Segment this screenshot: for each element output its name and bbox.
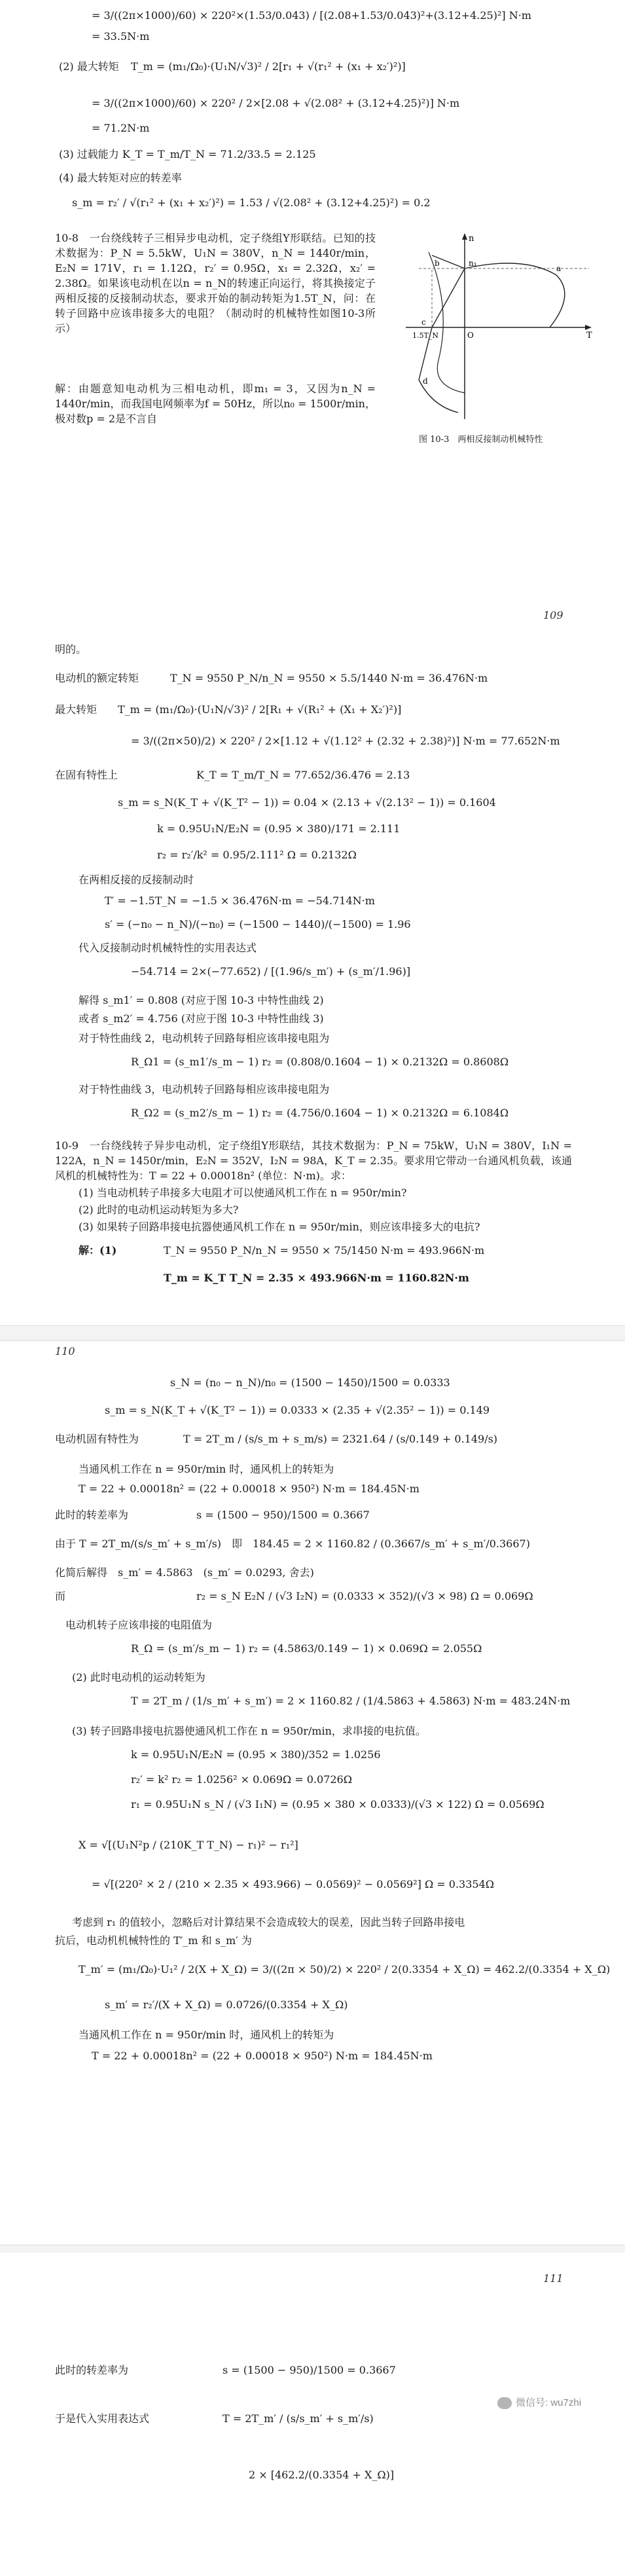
formula-line: 2 × [462.2/(0.3354 + X_Ω)] <box>249 2469 395 2481</box>
fig-label-c: c <box>421 318 426 327</box>
page-4 <box>0 2253 625 2576</box>
fig-label-n1: n₁ <box>469 259 477 268</box>
page-1 <box>0 0 625 606</box>
formula-line: k = 0.95U₁N/E₂N = (0.95 × 380)/352 = 1.0256 <box>131 1748 381 1761</box>
formula-line: T = 2T_m / (1/s_m′ + s_m′) = 2 × 1160.82 / (1/4.5863 + 4.5863) N·m = 483.24N·m <box>131 1695 571 1707</box>
formula-line: = 33.5N·m <box>92 30 150 43</box>
figure-caption: 图 10-3 两相反接制动机械特性 <box>419 435 543 445</box>
formula-line: = 3/((2π×50)/2) × 220² / 2×[1.12 + √(1.12² + (2.32 + 2.38)²)] N·m = 77.652N·m <box>131 735 560 747</box>
text-line: 对于特性曲线 3，电动机转子回路每相应该串接电阻为 <box>79 1083 330 1095</box>
formula-line: R_Ω = (s_m′/s_m − 1) r₂ = (4.5863/0.149 − 1) × 0.069Ω = 2.055Ω <box>131 1642 482 1655</box>
formula-line: s_m′ = r₂′/(X + X_Ω) = 0.0726/(0.3354 + X_Ω) <box>105 1998 348 2011</box>
page-separator <box>0 1325 625 1341</box>
solution-label: 解：(1) <box>79 1244 117 1257</box>
formula-line: s_m = r₂′ / √(r₁² + (x₁ + x₂′)²) = 1.53 / √(2.08² + (3.12+4.25)²) = 0.2 <box>72 196 431 209</box>
formula-line: X = √[(U₁N²p / (210K_T T_N) − r₁)² − r₁²] <box>79 1839 298 1851</box>
text-line: 代入反接制动时机械特性的实用表达式 <box>79 942 257 954</box>
text-line: 解得 s_m1′ = 0.808 (对应于图 10-3 中特性曲线 2) <box>79 994 324 1006</box>
formula-line: s_N = (n₀ − n_N)/n₀ = (1500 − 1450)/1500 = 0.0333 <box>170 1376 450 1389</box>
formula-line: r₁ = 0.95U₁N s_N / (√3 I₁N) = (0.95 × 380 × 0.0333)/(√3 × 122) Ω = 0.0569Ω <box>131 1798 545 1811</box>
text-line: (3) 转子回路串接电抗器使通风机工作在 n = 950r/min，求串接的电抗值。 <box>72 1725 426 1737</box>
formula-line: = 71.2N·m <box>92 122 150 134</box>
watermark <box>497 2395 581 2409</box>
text-line: 明的。 <box>55 643 87 655</box>
fig-label-n: n <box>469 234 474 244</box>
formula-line: T_m = (m₁/Ω₀)·(U₁N/√3)² / 2[r₁ + √(r₁² + (x₁ + x₂′)²)] <box>131 60 406 73</box>
formula-line: T = 22 + 0.00018n² = (22 + 0.00018 × 950²) N·m = 184.45N·m <box>79 1482 420 1495</box>
formula-line: r₂ = s_N E₂N / (√3 I₂N) = (0.0333 × 352)/(√3 × 98) Ω = 0.069Ω <box>196 1590 533 1602</box>
formula-line: T_m′ = (m₁/Ω₀)·U₁² / 2(X + X_Ω) = 3/((2π × 50)/2) × 220² / 2(0.3354 + X_Ω) = 462.2/(0.3354 + X_Ω) <box>79 1963 611 1976</box>
page-number: 111 <box>543 2272 563 2285</box>
formula-line: = √[(220² × 2 / (210 × 2.35 × 493.966) − 0.0569)² − 0.0569²] Ω = 0.3354Ω <box>92 1878 495 1890</box>
formula-line: T_m = K_T T_N = 2.35 × 493.966N·m = 1160.82N·m <box>164 1272 469 1284</box>
page-number: 110 <box>55 1345 75 1357</box>
formula-line: K_T = T_m/T_N = 77.652/36.476 = 2.13 <box>196 769 410 781</box>
formula-line: 由于 T = 2T_m/(s/s_m′ + s_m′/s) 即 184.45 = 2 × 1160.82 / (0.3667/s_m′ + s_m′/0.3667) <box>55 1537 530 1550</box>
label: 此时的转差率为 <box>55 2364 129 2376</box>
solution-text: 解：由题意知电动机为三相电动机，即m₁ = 3，又因为n_N = 1440r/min，而我国电网频率为f = 50Hz，所以n₀ = 1500r/min，极对数p = 2是不言自 <box>55 382 376 425</box>
formula-line: (3) 过载能力 K_T = T_m/T_N = 71.2/33.5 = 2.125 <box>59 148 316 160</box>
label: 电动机的额定转矩 <box>55 672 139 684</box>
label: 最大转矩 <box>55 703 98 716</box>
label: 电动机固有特性为 <box>55 1433 139 1445</box>
text-line: 对于特性曲线 2，电动机转子回路每相应该串接电阻为 <box>79 1032 330 1044</box>
label: 在固有特性上 <box>55 769 118 781</box>
label: 此时的转差率为 <box>55 1509 129 1521</box>
formula-line: T_N = 9550 P_N/n_N = 9550 × 75/1450 N·m = 493.966N·m <box>164 1244 485 1257</box>
fig-label-t: T <box>586 331 592 340</box>
formula-line: s_m = s_N(K_T + √(K_T² − 1)) = 0.0333 × (2.35 + √(2.35² − 1)) = 0.149 <box>105 1404 490 1416</box>
formula-line: 化简后解得 s_m′ = 4.5863 (s_m′ = 0.0293, 舍去) <box>55 1566 314 1579</box>
formula-line: s′ = (−n₀ − n_N)/(−n₀) = (−1500 − 1440)/(−1500) = 1.96 <box>105 918 411 930</box>
page-2 <box>0 606 625 1325</box>
question: (2) 此时的电动机运动转矩为多大? <box>79 1204 239 1216</box>
text-line: 在两相反接的反接制动时 <box>79 874 194 886</box>
wechat-icon <box>497 2397 512 2409</box>
formula-line: R_Ω2 = (s_m2′/s_m − 1) r₂ = (4.756/0.1604 − 1) × 0.2132Ω = 6.1084Ω <box>131 1107 509 1119</box>
formula-line: R_Ω1 = (s_m1′/s_m − 1) r₂ = (0.808/0.1604 − 1) × 0.2132Ω = 0.8608Ω <box>131 1056 509 1068</box>
fig-label-b: b <box>435 259 440 268</box>
formula-line: r₂′ = k² r₂ = 1.0256² × 0.069Ω = 0.0726Ω <box>131 1773 352 1786</box>
fig-label-o: O <box>467 331 474 340</box>
fig-label-a: a <box>556 264 562 273</box>
curve-3 <box>429 252 465 393</box>
step-label: (4) 最大转矩对应的转差率 <box>59 172 182 184</box>
text-line: 当通风机工作在 n = 950r/min 时，通风机上的转矩为 <box>79 2029 334 2041</box>
formula-line: = 3/((2π×1000)/60) × 220² / 2×[2.08 + √(2.08² + (3.12+4.25)²)] N·m <box>92 97 460 109</box>
formula-line: −54.714 = 2×(−77.652) / [(1.96/s_m′) + (s_m′/1.96)] <box>131 965 411 978</box>
text-line: 当通风机工作在 n = 950r/min 时，通风机上的转矩为 <box>79 1463 334 1475</box>
text-line: (2) 此时电动机的运动转矩为 <box>72 1671 205 1684</box>
formula-line: s_m = s_N(K_T + √(K_T² − 1)) = 0.04 × (2.13 + √(2.13² − 1)) = 0.1604 <box>118 796 496 809</box>
formula-line: T = 22 + 0.00018n² = (22 + 0.00018 × 950²) N·m = 184.45N·m <box>92 2050 433 2062</box>
problem-10-8: 10-8 一台绕线转子三相异步电动机，定子绕组Y形联结。已知的技术数据为：P_N = 5.5kW，U₁N = 380V，n_N = 1440r/min，E₂N = 171V，r₁ = 1.12Ω，r₂′ = 0.95Ω，x₁ = 2.32Ω，x₂′ = 2.38Ω。如果该电动机在以n = n_N的转速正向运行，将其换接定子两相反接的反接制动状态，要求开始的制动转矩为1.5T_N，问：在转子回路中应该串接多大的电阻？（制动时的机械特性如图10-3所示） <box>55 232 376 335</box>
step-label: (2) 最大转矩 <box>59 60 119 73</box>
page-number: 109 <box>543 609 563 621</box>
label: 而 <box>55 1590 66 1602</box>
formula-line: k = 0.95U₁N/E₂N = (0.95 × 380)/171 = 2.111 <box>157 822 401 835</box>
formula-line: s = (1500 − 950)/1500 = 0.3667 <box>196 1509 370 1521</box>
page-3 <box>0 1341 625 2245</box>
formula-line: T = 2T_m / (s/s_m + s_m/s) = 2321.64 / (s/0.149 + 0.149/s) <box>183 1433 498 1445</box>
curve-1 <box>465 263 565 327</box>
formula-line: s = (1500 − 950)/1500 = 0.3667 <box>223 2364 396 2376</box>
problem-10-9: 10-9 一台绕线转子异步电动机，定子绕组Y形联结，其技术数据为：P_N = 75kW，U₁N = 380V，I₁N = 122A，n_N = 1450r/min，E₂N = 352V，I₂N = 98A，K_T = 2.35。要求用它带动一台通风机负载，该通风机的机械特性为：T = 22 + 0.00018n² (单位：N·m)。求： <box>55 1139 572 1182</box>
label: 于是代入实用表达式 <box>55 2412 150 2425</box>
watermark-text: 微信号: wu7zhi <box>516 2397 582 2408</box>
formula-line: T′ = −1.5T_N = −1.5 × 36.476N·m = −54.714N·m <box>105 894 375 907</box>
fig-label-tn: 1.5T_N <box>412 331 438 340</box>
figure-10-3 <box>393 229 602 426</box>
formula-line: = 3/((2π×1000)/60) × 220²×(1.53/0.043) / [(2.08+1.53/0.043)²+(3.12+4.25)²] N·m <box>92 9 531 22</box>
formula-line: T = 2T_m′ / (s/s_m′ + s_m′/s) <box>223 2412 374 2425</box>
formula-line: T_m = (m₁/Ω₀)·(U₁N/√3)² / 2[R₁ + √(R₁² + (X₁ + X₂′)²)] <box>118 703 402 716</box>
text-line: 或者 s_m2′ = 4.756 (对应于图 10-3 中特性曲线 3) <box>79 1012 324 1025</box>
text-line: 抗后，电动机机械特性的 T′_m 和 s_m′ 为 <box>55 1934 252 1947</box>
question: (3) 如果转子回路串接电抗器使通风机工作在 n = 950r/min，则应该串接多大的电抗? <box>79 1221 480 1233</box>
text-line: 考虑到 r₁ 的值较小，忽略后对计算结果不会造成较大的误差，因此当转子回路串接电 <box>72 1916 465 1928</box>
formula-line: T_N = 9550 P_N/n_N = 9550 × 5.5/1440 N·m = 36.476N·m <box>170 672 488 684</box>
fig-label-d: d <box>423 377 428 386</box>
question: (1) 当电动机转子串接多大电阻才可以使通风机工作在 n = 950r/min? <box>79 1187 407 1199</box>
formula-line: r₂ = r₂′/k² = 0.95/2.111² Ω = 0.2132Ω <box>157 849 357 861</box>
text-line: 电动机转子应该串接的电阻值为 <box>65 1619 213 1631</box>
